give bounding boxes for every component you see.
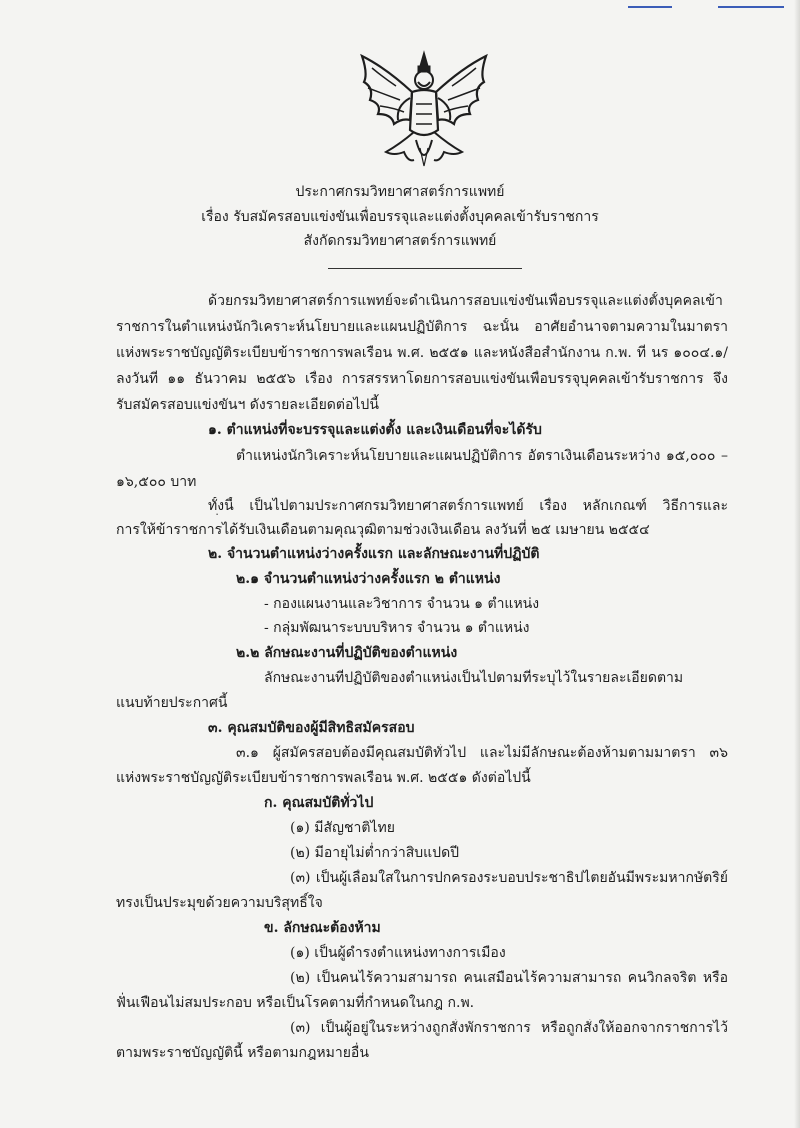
list-item: (๓) เป็นผู้เลื่อมใสในการปกครองระบอบประชาธิปไตยอันมีพระมหากษัตริย์: [290, 870, 728, 886]
note-line: การให้ข้าราชการได้รับเงินเดือนตามคุณวุฒิตามช่วงเงินเดือน ลงวันที่ ๒๕ เมษายน ๒๕๕๔: [116, 522, 650, 538]
announcement-title: ประกาศกรมวิทยาศาสตร์การแพทย์: [295, 184, 505, 200]
intro-line: ด้วยกรมวิทยาศาสตร์การแพทย์จะดำเนินการสอบแข่งขันเพื่อบรรจุและแต่งตั้งบุคคลเข้า: [208, 293, 723, 309]
intro-line: รับสมัครสอบแข่งขันฯ ดังรายละเอียดต่อไปนี้: [116, 397, 379, 413]
garuda-emblem-icon: [356, 48, 492, 174]
section-heading: ๓. คุณสมบัติของผู้มีสิทธิสมัครสอบ: [208, 720, 415, 736]
section-heading: ๒. จำนวนตำแหน่งว่างครั้งแรก และลักษณะงานที่ปฏิบัติ: [208, 546, 540, 562]
scan-edge: [794, 0, 800, 1128]
list-item: (๑) มีสัญชาติไทย: [290, 820, 395, 836]
body-line: ๓.๑ ผู้สมัครสอบต้องมีคุณสมบัติทั่วไป และไม่มีลักษณะต้องห้ามตามมาตรา ๓๖: [236, 745, 728, 761]
list-item: (๒) เป็นคนไร้ความสามารถ คนเสมือนไร้ความสามารถ คนวิกลจริต หรือ: [290, 970, 728, 986]
intro-line: ราชการในตำแหน่งนักวิเคราะห์นโยบายและแผนปฏิบัติการ ฉะนั้น อาศัยอำนาจตามความในมาตรา: [116, 319, 728, 335]
body-line: แห่งพระราชบัญญัติระเบียบข้าราชการพลเรือน พ.ศ. ๒๕๕๑ ดังต่อไปนี้: [116, 770, 531, 786]
subsection-heading: ๒.๑ จำนวนตำแหน่งว่างครั้งแรก ๒ ตำแหน่ง: [236, 571, 501, 587]
announcement-subject: เรื่อง รับสมัครสอบแข่งขันเพื่อบรรจุและแต่งตั้งบุคคลเข้ารับราชการ: [201, 209, 599, 225]
list-item: (๓) เป็นผู้อยู่ในระหว่างถูกสั่งพักราชการ หรือถูกสั่งให้ออกจากราชการไว้: [290, 1020, 728, 1036]
subsection-heading: ข. ลักษณะต้องห้าม: [264, 920, 381, 936]
intro-line: แห่งพระราชบัญญัติระเบียบข้าราชการพลเรือน พ.ศ. ๒๕๕๑ และหนังสือสำนักงาน ก.พ. ที่ นร ๑๐๐๔.๑/: [116, 345, 728, 361]
body-line: ลักษณะงานที่ปฏิบัติของตำแหน่งเป็นไปตามที่ระบุไว้ในรายละเอียดตาม: [264, 670, 684, 686]
subsection-heading: ๒.๒ ลักษณะงานที่ปฏิบัติของตำแหน่ง: [236, 645, 458, 661]
list-item: ฟั่นเฟือนไม่สมประกอบ หรือเป็นโรคตามที่กำหนดในกฎ ก.พ.: [116, 995, 475, 1011]
list-item: (๒) มีอายุไม่ต่ำกว่าสิบแปดปี: [290, 845, 460, 861]
list-item: ตามพระราชบัญญัตินี้ หรือตามกฎหมายอื่น: [116, 1045, 369, 1061]
corner-pen-mark: [718, 6, 784, 8]
section-heading: ๑. ตำแหน่งที่จะบรรจุและแต่งตั้ง และเงินเดือนที่จะได้รับ: [208, 422, 542, 438]
salary-line: ตำแหน่งนักวิเคราะห์นโยบายและแผนปฏิบัติการ อัตราเงินเดือนระหว่าง ๑๕,๐๐๐ –: [236, 448, 728, 464]
header-divider: [328, 268, 522, 269]
body-line: แนบท้ายประกาศนี้: [116, 695, 228, 711]
note-line: ทั้งนี้ เป็นไปตามประกาศกรมวิทยาศาสตร์การแพทย์ เรื่อง หลักเกณฑ์ วิธีการและ: [208, 498, 728, 514]
announcement-agency: สังกัดกรมวิทยาศาสตร์การแพทย์: [303, 233, 497, 249]
corner-pen-mark: [628, 6, 672, 8]
salary-line: ๑๖,๕๐๐ บาท: [116, 474, 197, 490]
intro-line: ลงวันที่ ๑๑ ธันวาคม ๒๕๕๖ เรื่อง การสรรหาโดยการสอบแข่งขันเพื่อบรรจุบุคคลเข้ารับราชการ จึง: [116, 371, 728, 387]
subsection-heading: ก. คุณสมบัติทั่วไป: [264, 795, 374, 811]
list-item: ทรงเป็นประมุขด้วยความบริสุทธิ์ใจ: [116, 895, 323, 911]
list-item: (๑) เป็นผู้ดำรงตำแหน่งทางการเมือง: [290, 945, 506, 961]
list-item: - กองแผนงานและวิชาการ จำนวน ๑ ตำแหน่ง: [264, 596, 540, 612]
list-item: - กลุ่มพัฒนาระบบบริหาร จำนวน ๑ ตำแหน่ง: [264, 620, 530, 636]
